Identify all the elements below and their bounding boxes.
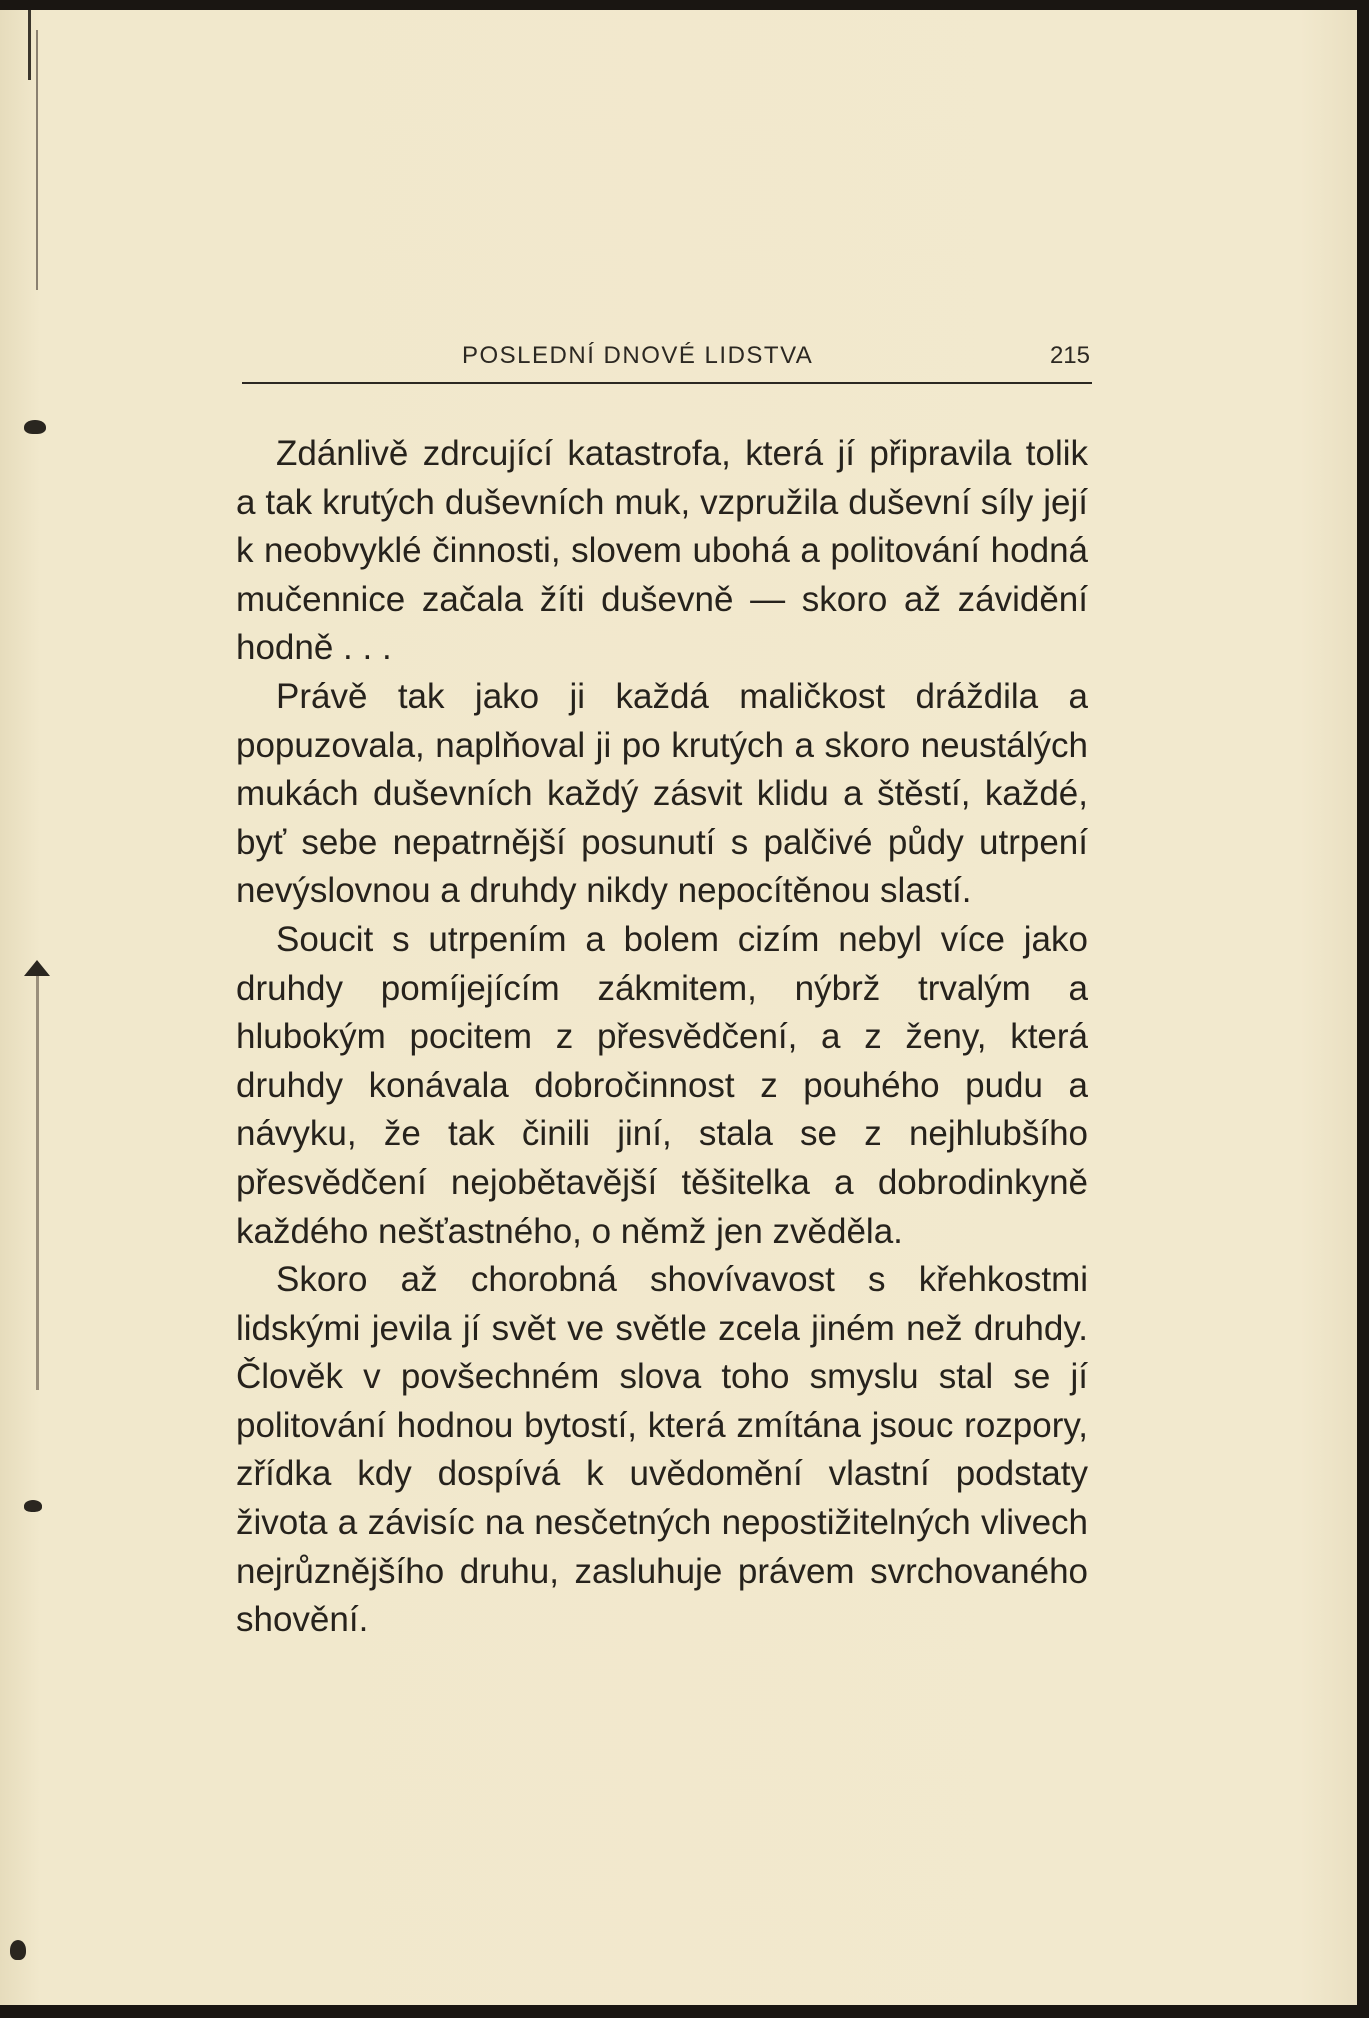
- margin-binding-mark: [10, 1940, 26, 1960]
- margin-binding-mark: [24, 960, 50, 976]
- margin-binding-mark: [24, 420, 46, 434]
- running-head: [242, 340, 1092, 384]
- paragraph: Soucit s utrpením a bolem cizím nebyl více jako druhdy pomíjejícím zákmitem, nýbrž trvalým a hlubokým pocitem z přesvědčení, a z ženy, která druhdy konávala dobročinnost z pouhého pudu a návyku, že tak činili jiní, stala se z nejhlubšího přesvědčení nejobětavější těšitelka a dobrodinkyně každého nešťastného, o němž jen zvěděla.: [236, 919, 1088, 1251]
- gutter-line-middle: [36, 970, 39, 1390]
- book-page: [0, 10, 1357, 2005]
- running-title: POSLEDNÍ DNOVÉ LIDSTVA: [462, 342, 814, 369]
- paragraph: Právě tak jako ji každá maličkost dráždila a popuzovala, naplňoval ji po krutých a skoro neustálých mukách duševních každý zásvit klidu a štěstí, každé, byť sebe nepatrnější posunutí s palčivé půdy utrpení nevýslovnou a druhdy nikdy nepocítěnou slastí.: [236, 676, 1088, 911]
- paragraph: Zdánlivě zdrcující katastrofa, která jí připravila tolik a tak krutých duševních muk, vzpružila duševní síly její k neobvyklé činnosti, slovem ubohá a politování hodná mučennice začala žíti duševně — skoro až závidění hodně . . .: [236, 434, 1088, 668]
- body-text: [236, 430, 1088, 1645]
- paragraph: Skoro až chorobná shovívavost s křehkostmi lidskými jevila jí svět ve světle zcela jiném než druhdy. Člověk v povšechném slova toho smyslu stal se jí politování hodnou bytostí, která zmítána jsouc rozpory, zřídka kdy dospívá k uvědomění vlastní podstaty života a závisíc na nesčetných nepostižitelných vlivech nejrůznějšího druhu, zasluhuje právem svrchovaného shovění.: [236, 1260, 1088, 1640]
- margin-tick: [28, 10, 31, 80]
- margin-binding-mark: [24, 1500, 42, 1512]
- gutter-line-top: [36, 30, 38, 290]
- page-number: 215: [1049, 342, 1090, 369]
